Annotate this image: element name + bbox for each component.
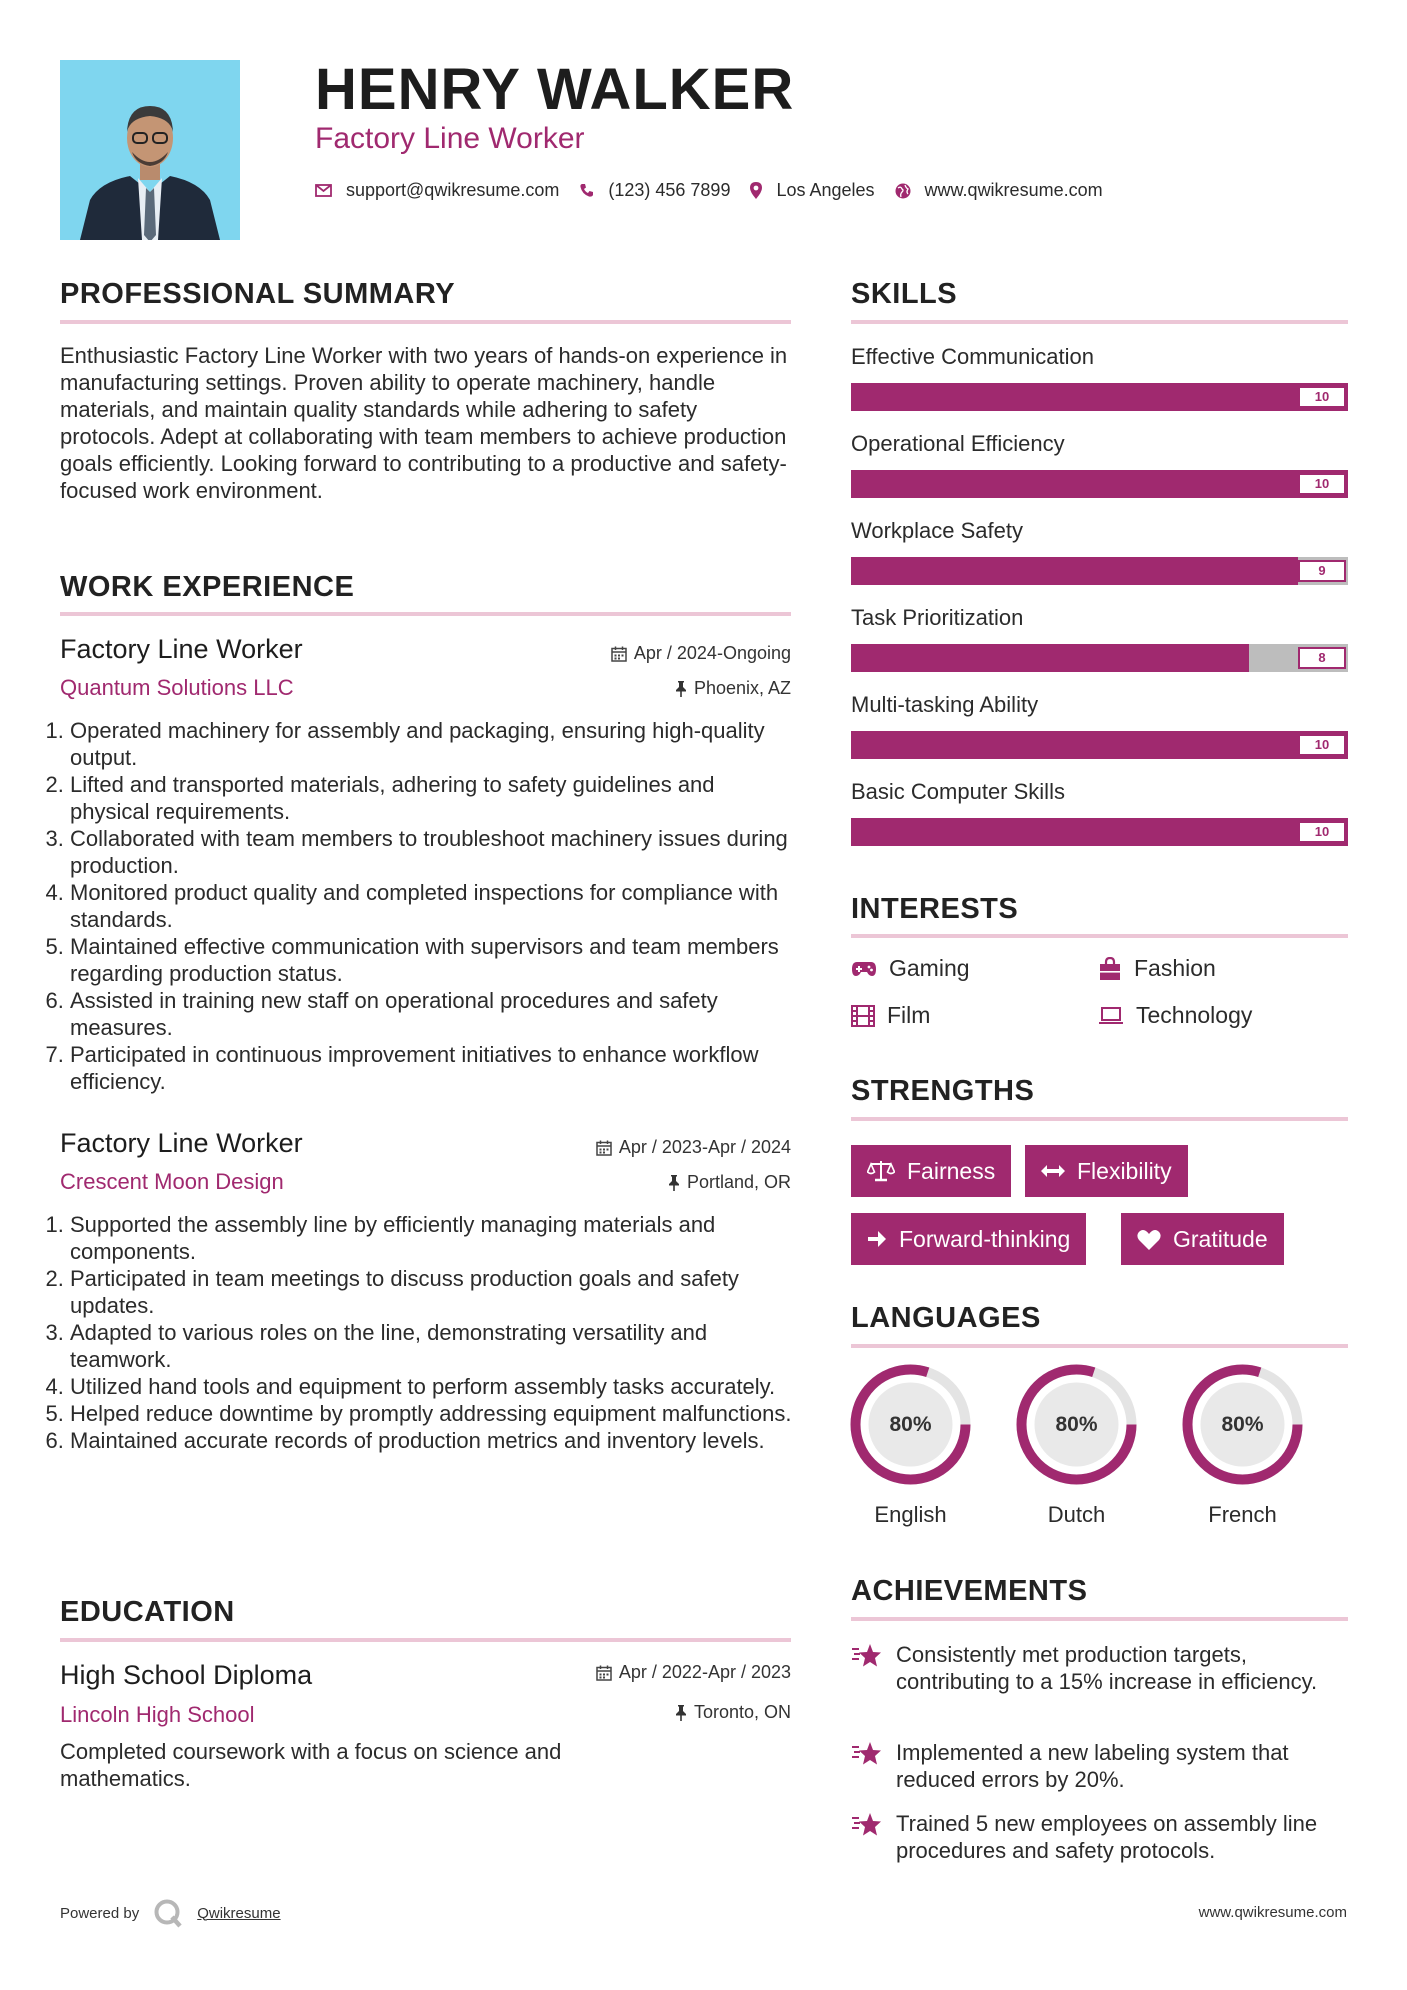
list-item: 2. Participated in team meetings to discuss production goals and safety updates. <box>70 1265 797 1319</box>
skill-bar <box>851 383 1348 411</box>
interest-label: Technology <box>1136 1002 1253 1028</box>
job-title: Factory Line Worker <box>60 634 303 664</box>
skill-bar <box>851 470 1348 498</box>
language-name: French <box>1208 1502 1277 1527</box>
language-item <box>848 1362 973 1528</box>
languages-heading: LANGUAGES <box>851 1302 1041 1334</box>
achievement-item <box>851 1641 1348 1695</box>
skill-value-badge: 10 <box>1298 386 1346 408</box>
skill-bar-fill <box>851 818 1348 846</box>
contact-phone-text: (123) 456 7899 <box>608 180 731 200</box>
job-date-text: Apr / 2024-Ongoing <box>633 643 791 663</box>
profile-photo <box>60 60 240 240</box>
job-title: Factory Line Worker <box>60 1128 303 1158</box>
skill-bar-fill <box>851 383 1348 411</box>
languages-divider <box>851 1344 1348 1348</box>
education-heading: EDUCATION <box>60 1596 235 1628</box>
skill-row <box>851 338 1348 425</box>
education-location <box>520 1702 791 1723</box>
calendar-icon <box>596 1665 612 1681</box>
languages-list <box>848 1362 1328 1528</box>
language-name: English <box>874 1502 947 1527</box>
interest-label: Film <box>887 1002 931 1028</box>
arrow-right-icon <box>867 1229 887 1249</box>
education-date-text: Apr / 2022-Apr / 2023 <box>618 1662 791 1682</box>
education-degree: High School Diploma <box>60 1660 313 1690</box>
achievement-text: Consistently met production targets, contributing to a 15% increase in efficiency. <box>896 1642 1318 1694</box>
job-location-text: Phoenix, AZ <box>693 678 791 698</box>
interest-fashion <box>1098 955 1216 982</box>
calendar-icon <box>611 646 627 662</box>
skill-bar-fill <box>851 470 1348 498</box>
skill-row <box>851 773 1348 860</box>
achievement-text: Implemented a new labeling system that reduced errors by 20%. <box>896 1740 1289 1792</box>
calendar-icon <box>596 1140 612 1156</box>
skill-bar <box>851 818 1348 846</box>
skill-row <box>851 686 1348 773</box>
gamepad-icon <box>851 961 877 977</box>
skill-bar-fill <box>851 557 1298 585</box>
footer-powered-by <box>60 1898 281 1928</box>
skill-value-badge: 8 <box>1298 647 1346 669</box>
list-item: 5. Maintained effective communication with supervisors and team members regarding production status. <box>70 933 797 987</box>
job-location-text: Portland, OR <box>686 1172 791 1192</box>
strength-label: Flexibility <box>1077 1157 1172 1184</box>
language-ring <box>1180 1362 1305 1487</box>
strength-chip-gratitude <box>1121 1213 1284 1265</box>
footer-website[interactable]: www.qwikresume.com <box>1198 1904 1347 1921</box>
language-name: Dutch <box>1047 1502 1106 1527</box>
education-school: Lincoln High School <box>60 1702 255 1727</box>
skills-divider <box>851 320 1348 324</box>
summary-heading: PROFESSIONAL SUMMARY <box>60 278 456 310</box>
skill-bar <box>851 557 1348 585</box>
skill-row <box>851 512 1348 599</box>
skill-label: Workplace Safety <box>851 518 1024 543</box>
heart-icon <box>1137 1229 1161 1250</box>
language-percent: 80% <box>1055 1413 1098 1436</box>
arrows-horizontal-icon <box>1041 1164 1065 1178</box>
skill-bar <box>851 731 1348 759</box>
skill-row <box>851 425 1348 512</box>
job-company: Quantum Solutions LLC <box>60 675 294 700</box>
contact-email[interactable] <box>315 180 559 201</box>
achievement-text: Trained 5 new employees on assembly line procedures and safety protocols. <box>896 1811 1318 1863</box>
skill-value-badge: 9 <box>1298 560 1346 582</box>
education-location-text: Toronto, ON <box>693 1702 791 1722</box>
list-item: 6. Maintained accurate records of production metrics and inventory levels. <box>70 1427 797 1454</box>
strength-label: Forward-thinking <box>899 1225 1071 1252</box>
language-ring <box>1014 1362 1139 1487</box>
contact-location <box>750 180 874 201</box>
contact-phone[interactable] <box>579 180 730 201</box>
job-location <box>520 1172 791 1193</box>
contact-bar <box>315 180 1123 201</box>
language-percent: 80% <box>1221 1413 1264 1436</box>
list-item: 4. Monitored product quality and completed inspections for compliance with standards. <box>70 879 797 933</box>
skill-label: Operational Efficiency <box>851 431 1065 456</box>
phone-icon <box>579 183 594 198</box>
interest-technology <box>1098 1002 1252 1029</box>
pushpin-icon <box>675 681 687 697</box>
balance-scale-icon <box>867 1159 895 1183</box>
list-item: 4. Utilized hand tools and equipment to perform assembly tasks accurately. <box>70 1373 797 1400</box>
skill-bar <box>851 644 1348 672</box>
interest-label: Fashion <box>1134 955 1216 981</box>
language-percent: 80% <box>889 1413 932 1436</box>
list-item: 3. Collaborated with team members to troubleshoot machinery issues during production. <box>70 825 797 879</box>
achievements-heading: ACHIEVEMENTS <box>851 1575 1088 1607</box>
candidate-role: Factory Line Worker <box>315 122 585 155</box>
skills-heading: SKILLS <box>851 278 958 310</box>
skill-label: Basic Computer Skills <box>851 779 1065 804</box>
skill-bar-fill <box>851 731 1348 759</box>
education-date <box>500 1662 791 1683</box>
film-icon <box>851 1005 875 1027</box>
star-badge-icon <box>851 1741 882 1766</box>
achievement-item <box>851 1739 1348 1793</box>
skill-label: Multi-tasking Ability <box>851 692 1039 717</box>
achievements-divider <box>851 1617 1348 1621</box>
experience-heading: WORK EXPERIENCE <box>60 571 355 603</box>
interests-heading: INTERESTS <box>851 893 1019 925</box>
language-item <box>1180 1362 1305 1528</box>
shopping-bag-icon <box>1098 957 1122 981</box>
contact-location-text: Los Angeles <box>776 180 875 200</box>
strengths-heading: STRENGTHS <box>851 1075 1035 1107</box>
envelope-icon <box>315 184 332 197</box>
summary-divider <box>60 320 791 324</box>
job-duties-list <box>52 717 797 1095</box>
job-company: Crescent Moon Design <box>60 1169 284 1194</box>
list-item: 3. Adapted to various roles on the line, demonstrating versatility and teamwork. <box>70 1319 797 1373</box>
powered-by-label: Powered by <box>60 1904 140 1922</box>
strength-label: Fairness <box>907 1157 996 1184</box>
contact-website-text: www.qwikresume.com <box>924 180 1103 200</box>
strength-chip-fairness <box>851 1145 1011 1197</box>
job-date-text: Apr / 2023-Apr / 2024 <box>618 1137 791 1157</box>
strength-label: Gratitude <box>1173 1225 1268 1252</box>
skill-value-badge: 10 <box>1298 473 1346 495</box>
job-duties-list <box>52 1211 797 1454</box>
pushpin-icon <box>668 1175 680 1191</box>
qwikresume-logo-icon <box>153 1898 183 1928</box>
skill-bar-fill <box>851 644 1249 672</box>
job-location <box>520 678 791 699</box>
education-text: Completed coursework with a focus on science and mathematics. <box>60 1739 562 1791</box>
skill-row <box>851 599 1348 686</box>
interests-divider <box>851 934 1348 938</box>
list-item: 7. Participated in continuous improvement initiatives to enhance workflow efficiency. <box>70 1041 797 1095</box>
skills-list <box>851 338 1348 860</box>
list-item: 1. Operated machinery for assembly and packaging, ensuring high-quality output. <box>70 717 797 771</box>
strength-chip-flexibility <box>1025 1145 1188 1197</box>
map-pin-icon <box>750 182 762 199</box>
achievement-item <box>851 1810 1348 1864</box>
skill-label: Task Prioritization <box>851 605 1024 630</box>
interest-label: Gaming <box>889 955 970 981</box>
contact-website[interactable] <box>895 180 1103 201</box>
interest-gaming <box>851 955 970 982</box>
interest-film <box>851 1002 930 1029</box>
skill-value-badge: 10 <box>1298 821 1346 843</box>
pushpin-icon <box>675 1705 687 1721</box>
candidate-name: HENRY WALKER <box>315 57 795 122</box>
job-date <box>500 1137 791 1158</box>
experience-divider <box>60 612 791 616</box>
strength-chip-forward-thinking <box>851 1213 1086 1265</box>
list-item: 6. Assisted in training new staff on operational procedures and safety measures. <box>70 987 797 1041</box>
laptop-icon <box>1098 1006 1124 1026</box>
star-badge-icon <box>851 1643 882 1668</box>
contact-email-text: support@qwikresume.com <box>346 180 560 200</box>
list-item: 1. Supported the assembly line by efficiently managing materials and components. <box>70 1211 797 1265</box>
strengths-divider <box>851 1117 1348 1121</box>
education-divider <box>60 1638 791 1642</box>
skill-label: Effective Communication <box>851 344 1094 369</box>
star-badge-icon <box>851 1812 882 1837</box>
globe-icon <box>895 183 911 199</box>
qwikresume-link[interactable]: Qwikresume <box>197 1904 281 1922</box>
language-item <box>1014 1362 1139 1528</box>
list-item: 5. Helped reduce downtime by promptly addressing equipment malfunctions. <box>70 1400 797 1427</box>
summary-text: Enthusiastic Factory Line Worker with two years of hands-on experience in manufacturing settings. Proven ability to operate machinery, handle materials, and maintain quality standards while adhering to safety protocols. Adept at collaborating with team members to achieve production goals efficiently. Looking forward to contributing to a productive and safety-focused work environment. <box>60 343 788 503</box>
list-item: 2. Lifted and transported materials, adhering to safety guidelines and physical requirements. <box>70 771 797 825</box>
job-date <box>520 643 791 664</box>
language-ring <box>848 1362 973 1487</box>
skill-value-badge: 10 <box>1298 734 1346 756</box>
